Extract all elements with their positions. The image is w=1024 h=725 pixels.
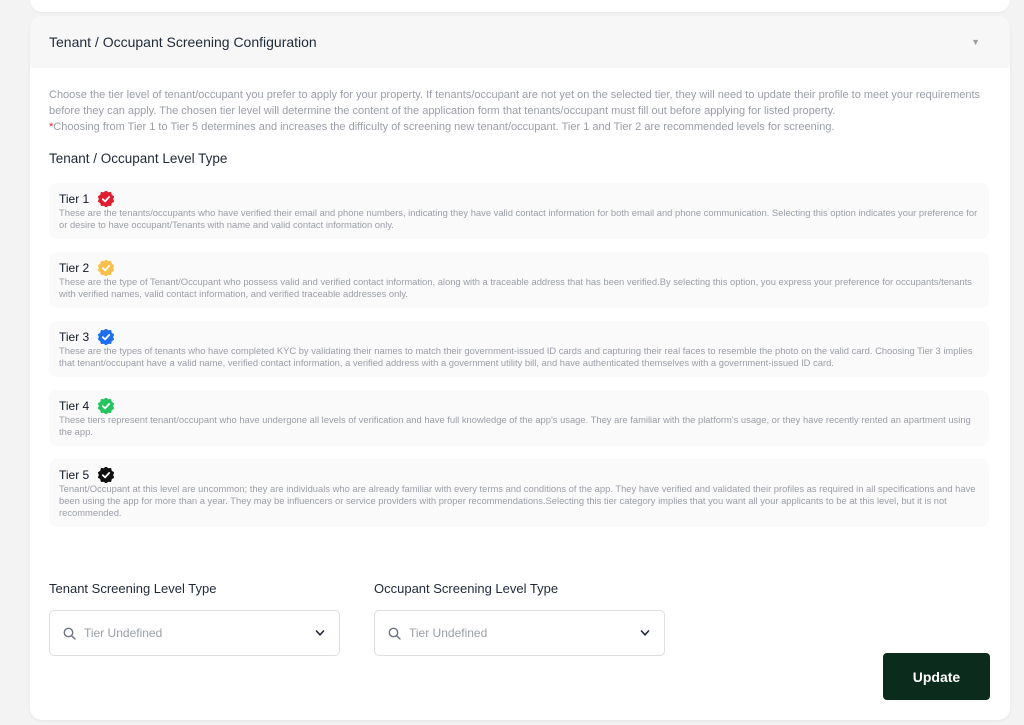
intro-text bbox=[49, 87, 994, 135]
update-button[interactable]: Update bbox=[883, 653, 990, 700]
note-asterisk: * bbox=[49, 121, 54, 133]
tier-description: Tenant/Occupant at this level are uncommon; they are individuals who are already familiar with every terms and conditions of the app. They have verified and validated their profiles as required in all specifications and have been using the app for more than a year. They may be influencers or service providers with proper recommendations.Selecting this tier category implies that you want all your applicants to be at this level, but it is not recommended. bbox=[59, 483, 976, 518]
intro-paragraph: Choose the tier level of tenant/occupant you prefer to apply for your property. If tenants/occupant are not yet on the selected tier, they will need to update their profile to meet your requirements before they can apply. The chosen tier level will determine the content of the application form that tenants/occupant must fill out before applying for listed property. bbox=[49, 89, 981, 117]
tenant-level-select[interactable] bbox=[49, 610, 340, 656]
tier-card-5[interactable] bbox=[49, 459, 989, 527]
tier-name: Tier 4 bbox=[59, 399, 90, 413]
search-icon bbox=[63, 627, 76, 640]
panel-title: Tenant / Occupant Screening Configuration bbox=[49, 34, 317, 50]
tier-description: These are the tenants/occupants who have verified their email and phone numbers, indicating they have valid contact information for both email and phone communication. Selecting this option indicates your preference for or desire to have occupant/Tenants with name and valid contact information only. bbox=[59, 207, 978, 230]
level-type-title: Tenant / Occupant Level Type bbox=[49, 151, 228, 166]
tenant-select-value: Tier Undefined bbox=[84, 626, 163, 640]
caret-down-icon[interactable]: ▼ bbox=[971, 37, 980, 47]
chevron-down-icon[interactable] bbox=[314, 627, 326, 639]
occupant-select-group bbox=[374, 581, 665, 656]
occupant-level-select[interactable] bbox=[374, 610, 665, 656]
tier-list bbox=[49, 183, 991, 527]
tier-name: Tier 2 bbox=[59, 261, 90, 275]
chevron-down-icon[interactable] bbox=[639, 627, 651, 639]
tier-name: Tier 1 bbox=[59, 192, 90, 206]
tenant-select-label: Tenant Screening Level Type bbox=[49, 581, 217, 596]
intro-note: Choosing from Tier 1 to Tier 5 determines and increases the difficulty of screening new tenant/occupant. Tier 1 and Tier 2 are recommended levels for screening. bbox=[53, 121, 835, 133]
tier-card-1[interactable] bbox=[49, 183, 989, 239]
tenant-select-group bbox=[49, 581, 340, 656]
previous-card bbox=[30, 0, 1010, 12]
screening-selects bbox=[49, 581, 665, 656]
search-icon bbox=[388, 627, 401, 640]
verified-badge-icon bbox=[98, 260, 114, 276]
tier-description: These are the types of tenants who have completed KYC by validating their names to match their government-issued ID cards and capturing their real faces to resemble the photo on the valid card. Choosing Tier 3 implies that tenant/occupant have a valid name, verified contact information, a verified address with a government utility bill, and have authenticated themselves with a government-issued ID card. bbox=[59, 345, 973, 368]
verified-badge-icon bbox=[98, 329, 114, 345]
occupant-select-label: Occupant Screening Level Type bbox=[374, 581, 559, 596]
tier-name: Tier 5 bbox=[59, 468, 90, 482]
occupant-select-value: Tier Undefined bbox=[409, 626, 488, 640]
verified-badge-icon bbox=[98, 467, 114, 483]
tier-card-4[interactable] bbox=[49, 390, 989, 446]
tier-card-2[interactable] bbox=[49, 252, 989, 308]
verified-badge-icon bbox=[98, 398, 114, 414]
tier-name: Tier 3 bbox=[59, 330, 90, 344]
panel-body bbox=[30, 87, 1010, 527]
screening-config-panel bbox=[30, 16, 1010, 720]
tier-description: These tiers represent tenant/occupant who have undergone all levels of verification and have full knowledge of the app's usage. They are familiar with the platform's usage, or they have recently rented an apartment using the app. bbox=[59, 414, 971, 437]
tier-card-3[interactable] bbox=[49, 321, 989, 377]
tier-description: These are the type of Tenant/Occupant who possess valid and verified contact information, along with a traceable address that has been verified.By selecting this option, you express your preference for occupants/tenants with verified names, valid contact information, and verified traceable addresses only. bbox=[59, 276, 972, 299]
panel-header[interactable] bbox=[30, 16, 1010, 68]
verified-badge-icon bbox=[98, 191, 114, 207]
